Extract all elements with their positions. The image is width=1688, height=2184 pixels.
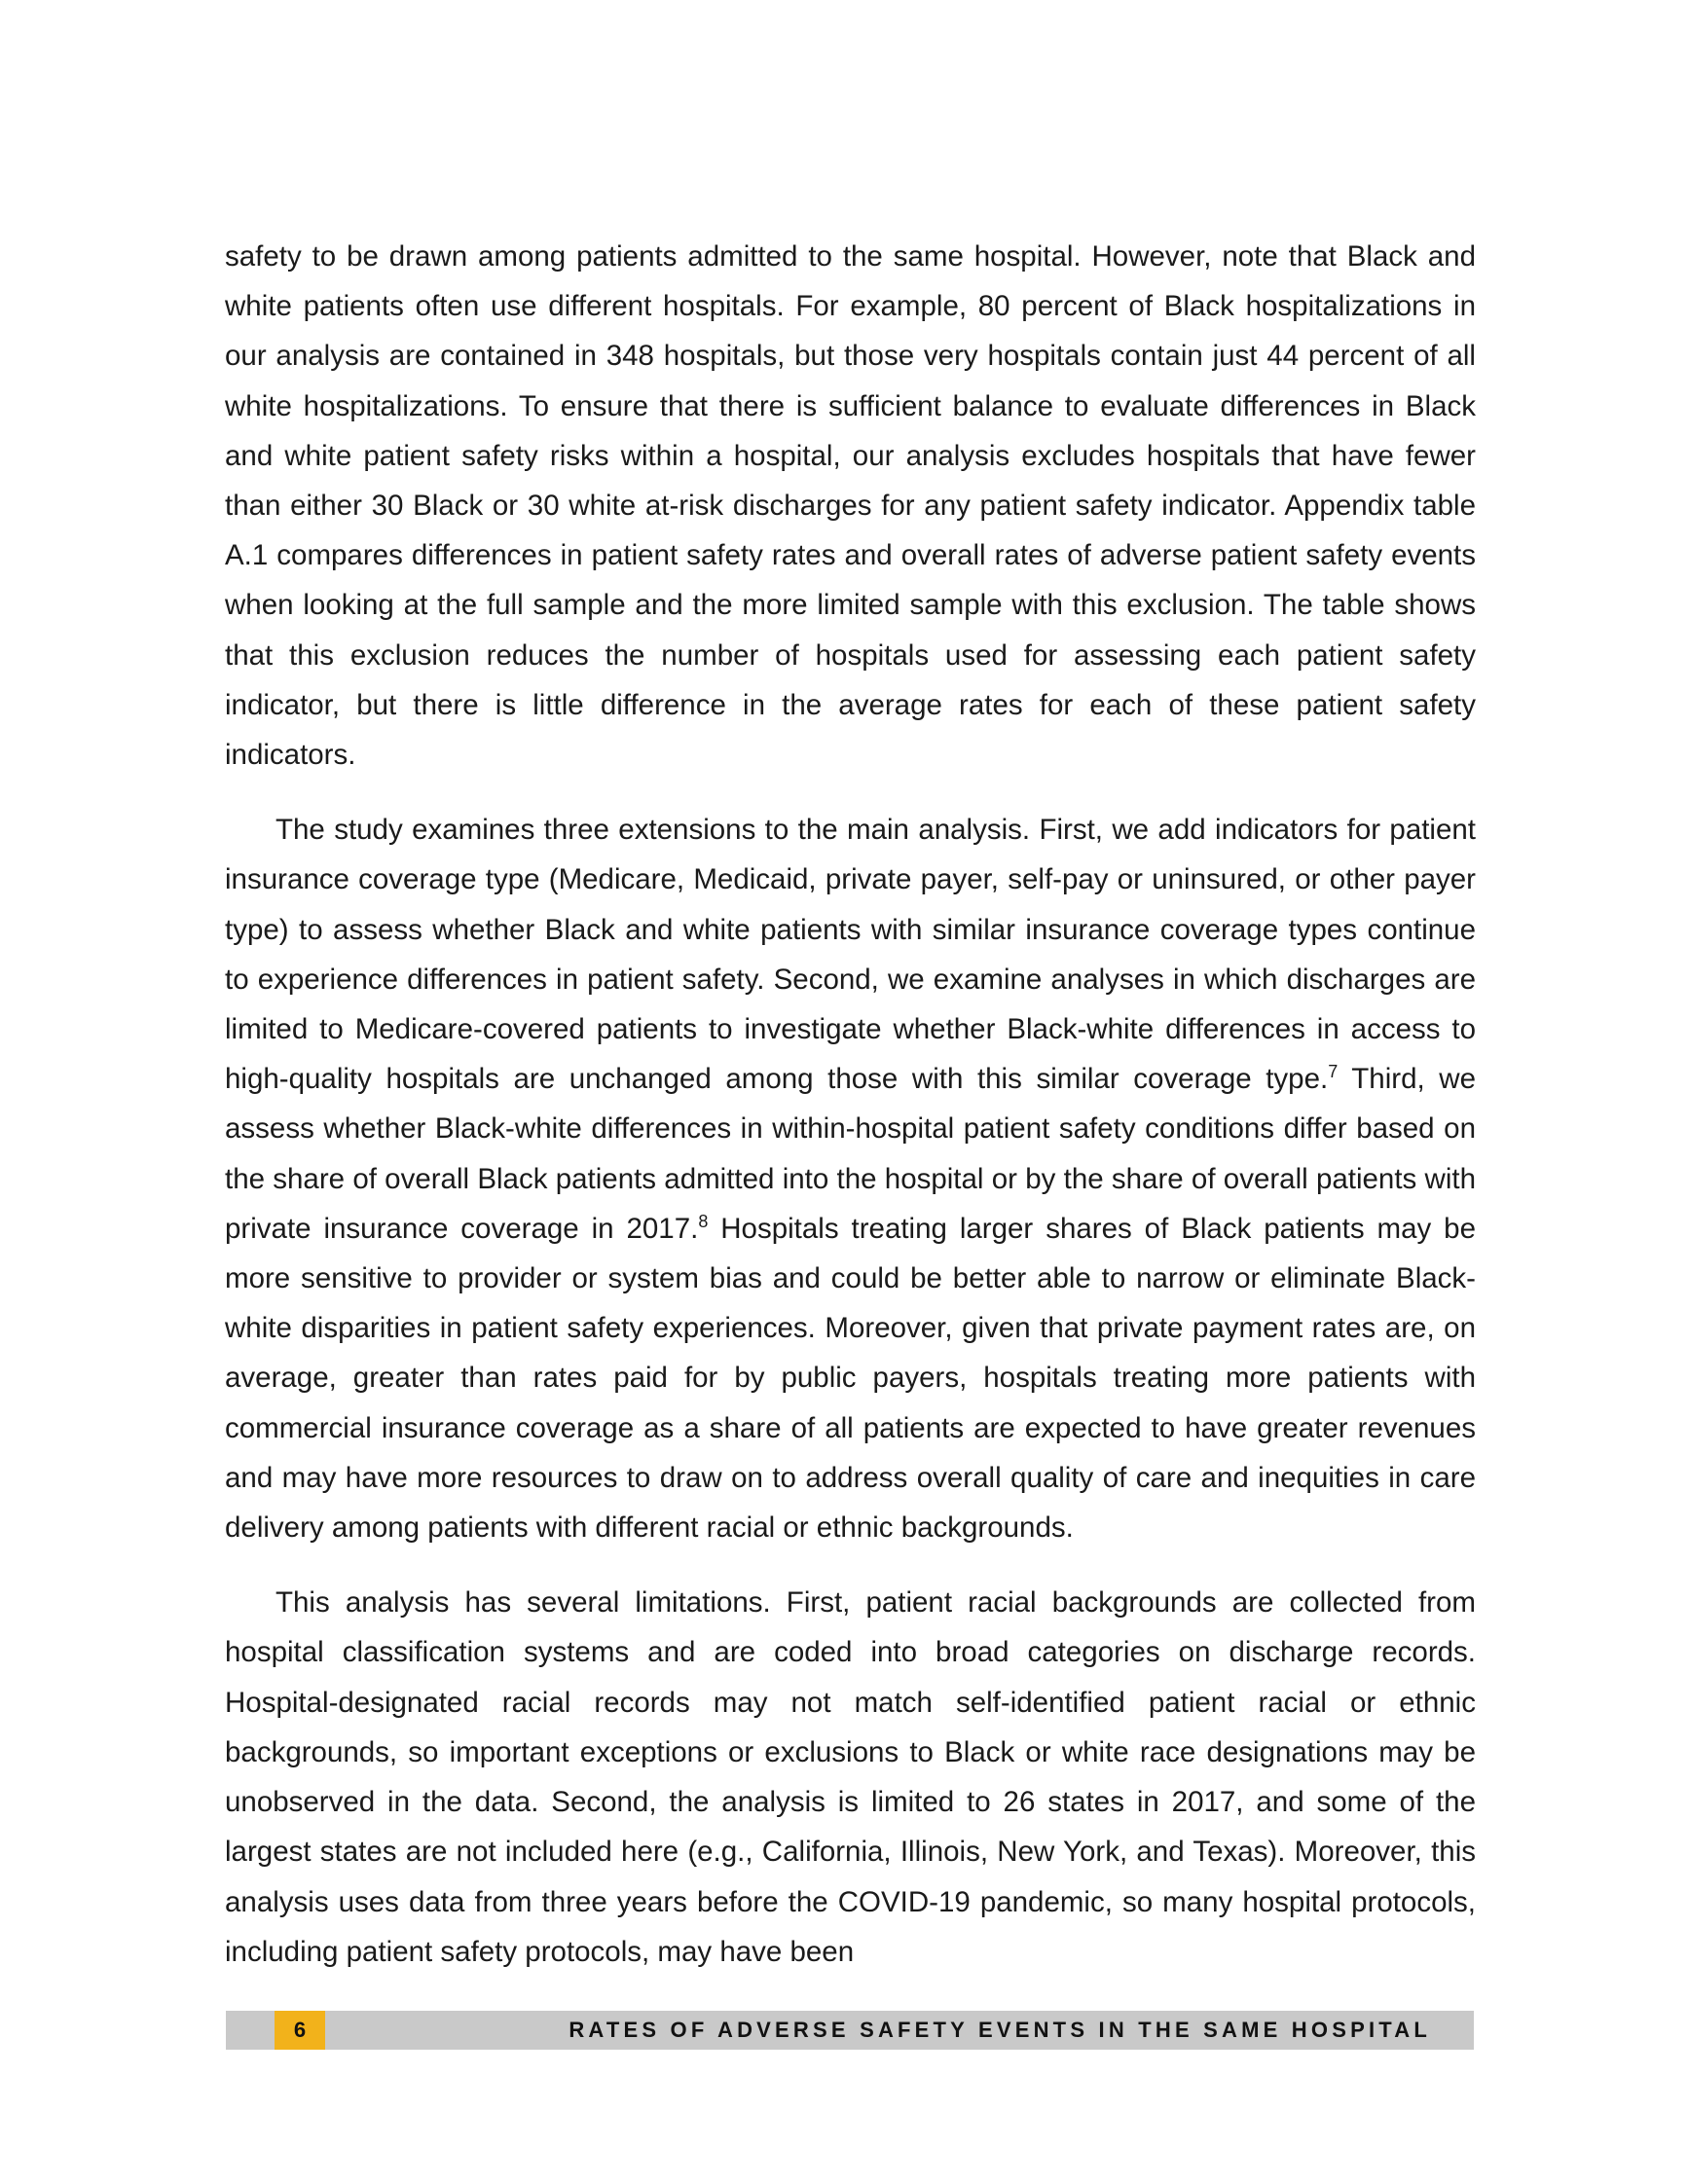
paragraph-extensions — [225, 805, 1476, 1552]
page-number-badge: 6 — [275, 2011, 325, 2050]
page-footer — [226, 2011, 1474, 2050]
paragraph-extensions-text-3: Hospitals treating larger shares of Black patients may be more sensitive to provider or system bias and could be better able to narrow or eliminate Black-white disparities in patient safety experiences. Moreover, given that private payment rates are, on average, greater than rates paid for by public payers, hospitals treating more patients with commercial insurance coverage as a share of all patients are expected to have greater revenues and may have more resources to draw on to address overall quality of care and inequities in care delivery among patients with different racial or ethnic backgrounds. — [225, 1212, 1476, 1545]
paragraph-extensions-text-2: Third, we assess whether Black-white differences in within-hospital patient safety conditions differ based on the share of overall Black patients admitted into the hospital or by the share of overall patients with private insurance coverage in 2017. — [225, 1063, 1476, 1245]
footnote-marker-7[interactable]: 7 — [1328, 1062, 1339, 1082]
footnote-marker-8[interactable]: 8 — [698, 1211, 709, 1231]
running-title: RATES OF ADVERSE SAFETY EVENTS IN THE SAME HOSPITAL — [569, 2018, 1431, 2042]
page-body — [225, 232, 1476, 1977]
paragraph-continued: safety to be drawn among patients admitted to the same hospital. However, note that Black and white patients often use different hospitals. For example, 80 percent of Black hospitalizations in our analysis are contained in 348 hospitals, but those very hospitals contain just 44 percent of all white hospitalizations. To ensure that there is sufficient balance to evaluate differences in Black and white patient safety risks within a hospital, our analysis excludes hospitals that have fewer than either 30 Black or 30 white at-risk discharges for any patient safety indicator. Appendix table A.1 compares differences in patient safety rates and overall rates of adverse patient safety events when looking at the full sample and the more limited sample with this exclusion. The table shows that this exclusion reduces the number of hospitals used for assessing each patient safety indicator, but there is little difference in the average rates for each of these patient safety indicators. — [225, 240, 1476, 772]
paragraph-extensions-text-1: The study examines three extensions to the main analysis. First, we add indicators for patient insurance coverage type (Medicare, Medicaid, private payer, self-pay or uninsured, or other payer type) to assess whether Black and white patients with similar insurance coverage types continue to experience differences in patient safety. Second, we examine analyses in which discharges are limited to Medicare-covered patients to investigate whether Black-white differences in access to high-quality hospitals are unchanged among those with this similar coverage type. — [225, 814, 1476, 1096]
paragraph-limitations: This analysis has several limitations. First, patient racial backgrounds are collected from hospital classification systems and are coded into broad categories on discharge records. Hospital-designated racial records may not match self-identified patient racial or ethnic backgrounds, so important exceptions or exclusions to Black or white race designations may be unobserved in the data. Second, the analysis is limited to 26 states in 2017, and some of the largest states are not included here (e.g., California, Illinois, New York, and Texas). Moreover, this analysis uses data from three years before the COVID-19 pandemic, so many hospital protocols, including patient safety protocols, may have been — [225, 1586, 1476, 1968]
